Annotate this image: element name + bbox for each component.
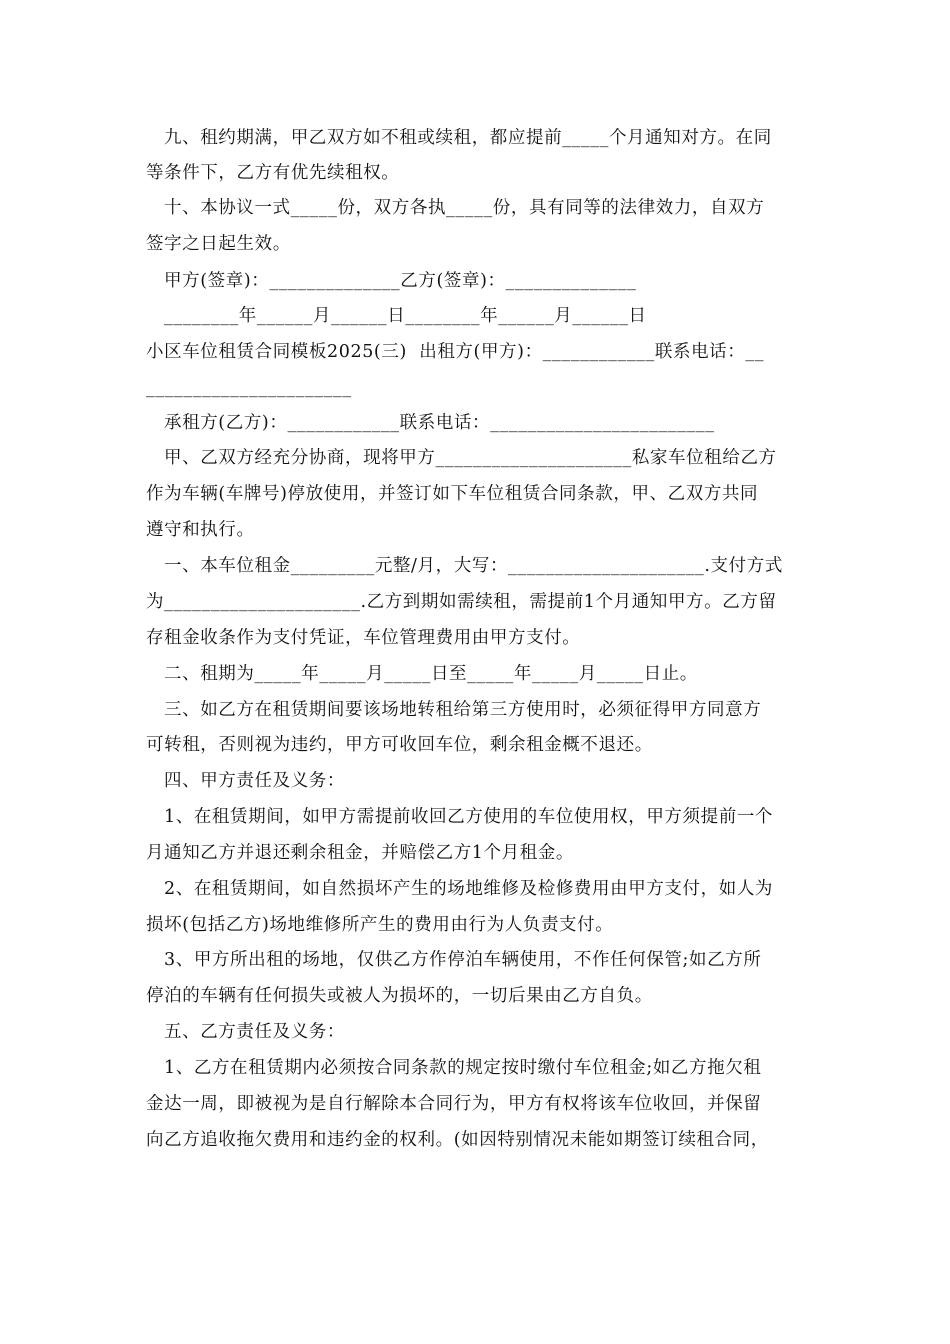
clause-3-line-1: 三、如乙方在租赁期间要该场地转租给第三方使用时，必须征得甲方同意方 [164, 700, 762, 720]
section-4-item-2-line-1: 2、在租赁期间，如自然损坏产生的场地维修及检修费用由甲方支付，如人为 [164, 879, 774, 899]
clause-1-line-1: 一、本车位租金_________元整/月，大写：_____________________.支付方式 [164, 556, 783, 576]
section-4-heading: 四、甲方责任及义务： [164, 771, 345, 791]
clause-9-line-2: 等条件下，乙方有优先续租权。 [146, 163, 400, 183]
clause-9-line-1: 九、租约期满，甲乙双方如不租或续租，都应提前_____个月通知对方。在同 [164, 128, 772, 148]
clause-1-line-2: 为_____________________.乙方到期如需续租，需提前1个月通知甲方。乙方留 [146, 592, 777, 612]
section-4-item-2-line-2: 损坏(包括乙方)场地维修所产生的费用由行为人负责支付。 [146, 915, 614, 935]
date-line: ________年______月______日________年______月______日 [164, 306, 647, 326]
section-5-item-1-line-1: 1、乙方在租赁期内必须按合同条款的规定按时缴付车位租金;如乙方拖欠租 [164, 1058, 762, 1078]
signature-line: 甲方(签章)：______________乙方(签章)：______________ [164, 271, 637, 291]
clause-10-line-1: 十、本协议一式_____份，双方各执_____份，具有同等的法律效力，自双方 [164, 198, 765, 218]
contract-title-lessor-line: 小区车位租赁合同模板2025(三) 出租方(甲方)：____________联系电话：__ [146, 342, 765, 362]
section-4-item-3-line-2: 停泊的车辆有任何损失或被人为损坏的，一切后果由乙方自负。 [146, 986, 653, 1006]
section-5-item-1-line-3: 向乙方追收拖欠费用和违约金的权利。(如因特别情况未能如期签订续租合同， [146, 1130, 769, 1150]
clause-2-line-1: 二、租期为_____年_____月_____日至_____年_____月_____日止。 [164, 664, 698, 684]
clause-3-line-2: 可转租，否则视为违约，甲方可收回车位，剩余租金概不退还。 [146, 735, 653, 755]
section-4-item-1-line-1: 1、在租赁期间，如甲方需提前收回乙方使用的车位使用权，甲方须提前一个 [164, 807, 774, 827]
lessee-line: 承租方(乙方)：____________联系电话：________________________ [164, 413, 715, 433]
section-5-item-1-line-2: 金达一周，即被视为是自行解除本合同行为，甲方有权将该车位收回，并保留 [146, 1094, 762, 1114]
section-4-item-1-line-2: 月通知乙方并退还剩余租金，并赔偿乙方1个月租金。 [146, 843, 575, 863]
preamble-line-3: 遵守和执行。 [146, 520, 255, 540]
section-4-item-3-line-1: 3、甲方所出租的场地，仅供乙方作停泊车辆使用，不作任何保管;如乙方所 [164, 950, 762, 970]
section-5-heading: 五、乙方责任及义务： [164, 1022, 345, 1042]
lessor-phone-continuation: ______________________ [146, 378, 352, 398]
preamble-line-2: 作为车辆(车牌号)停放使用，并签订如下车位租赁合同条款，甲、乙双方共同 [146, 484, 759, 504]
clause-10-line-2: 签字之日起生效。 [146, 234, 291, 254]
clause-1-line-3: 存租金收条作为支付凭证，车位管理费用由甲方支付。 [146, 628, 581, 648]
preamble-line-1: 甲、乙双方经充分协商，现将甲方_____________________私家车位租给乙方 [164, 448, 777, 468]
